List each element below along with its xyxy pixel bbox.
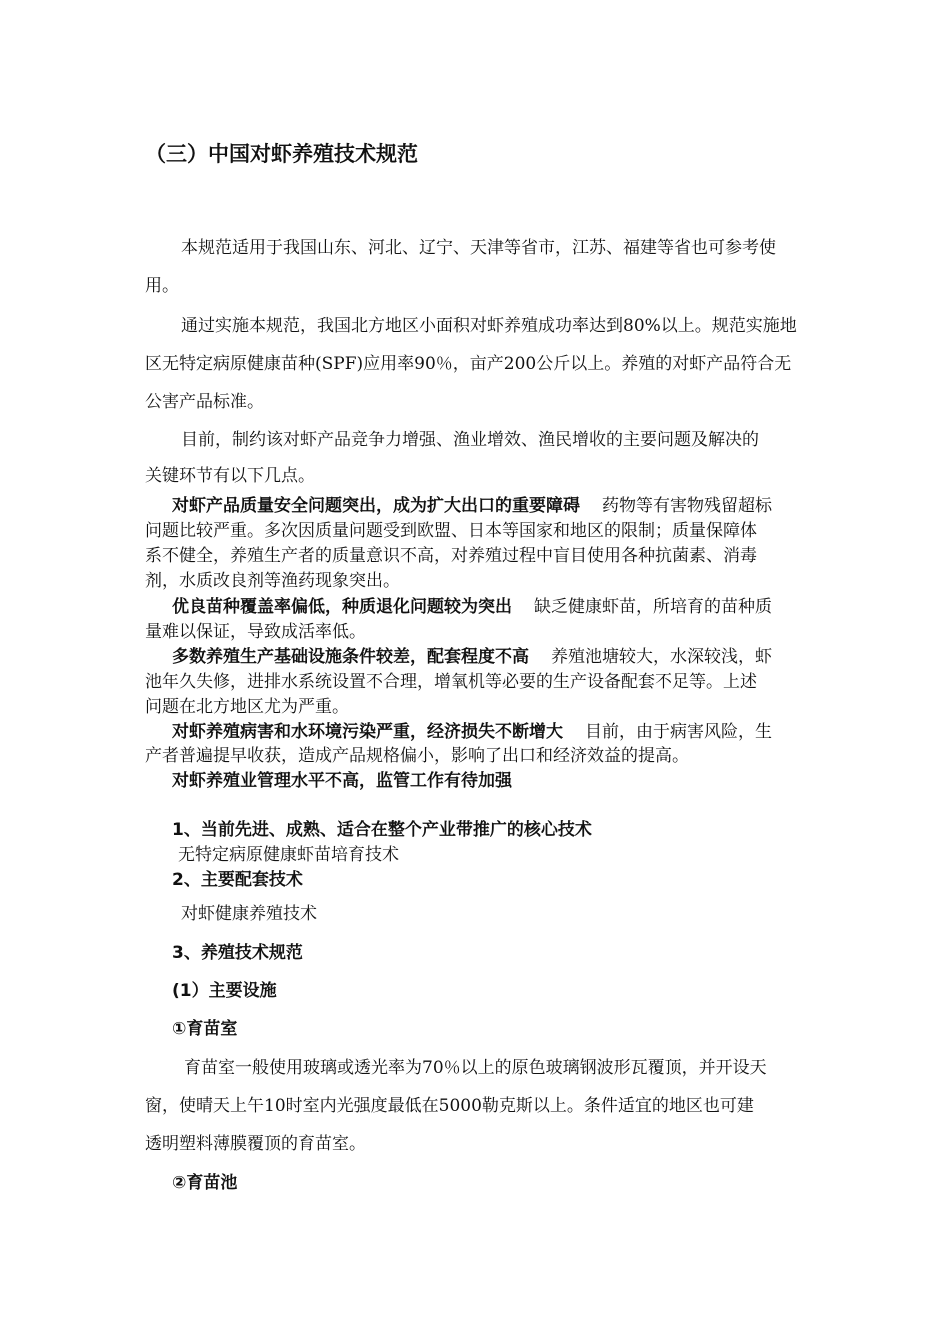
problem-line: 产者普遍提早收获，造成产品规格偏小，影响了出口和经济效益的提高。 [145, 746, 689, 766]
intro-line: 关键环节有以下几点。 [145, 466, 315, 486]
section-heading: 3、养殖技术规范 [172, 943, 303, 963]
problem-heading: 优良苗种覆盖率偏低，种质退化问题较为突出 [172, 597, 512, 617]
item-heading: ①育苗室 [172, 1019, 238, 1039]
problem-heading: 对虾养殖病害和水环境污染严重，经济损失不断增大 [172, 722, 563, 742]
item-text-line: 透明塑料薄膜覆顶的育苗室。 [145, 1134, 366, 1154]
item-heading: ②育苗池 [172, 1173, 238, 1193]
item-text-line: 育苗室一般使用玻璃或透光率为70％以上的原色玻璃钢波形瓦覆顶，并开设天 [184, 1058, 767, 1078]
problem-line: 剂，水质改良剂等渔药现象突出。 [145, 571, 400, 591]
problem-heading: 对虾养殖业管理水平不高，监管工作有待加强 [172, 771, 512, 791]
problem-item [172, 647, 772, 667]
problem-text: 养殖池塘较大，水深较浅，虾 [551, 647, 772, 667]
problem-line: 系不健全，养殖生产者的质量意识不高，对养殖过程中盲目使用各种抗菌素、消毒 [145, 546, 757, 566]
problem-heading: 多数养殖生产基础设施条件较差，配套程度不高 [172, 647, 529, 667]
item-text-line: 窗，使晴天上午10时室内光强度最低在5000勒克斯以上。条件适宜的地区也可建 [145, 1096, 754, 1116]
problem-text: 目前，由于病害风险，生 [585, 722, 772, 742]
problem-text: 缺乏健康虾苗，所培育的苗种质 [534, 597, 772, 617]
intro-line: 本规范适用于我国山东、河北、辽宁、天津等省市，江苏、福建等省也可参考使 [181, 238, 776, 258]
section-text: 对虾健康养殖技术 [181, 904, 317, 924]
section-text: 无特定病原健康虾苗培育技术 [178, 845, 399, 865]
problem-line: 问题在北方地区尤为严重。 [145, 697, 349, 717]
problem-item [172, 597, 772, 617]
intro-line: 公害产品标准。 [145, 392, 264, 412]
intro-line: 区无特定病原健康苗种(SPF)应用率90％，亩产200公斤以上。养殖的对虾产品符合无 [145, 354, 792, 374]
section-heading: 1、当前先进、成熟、适合在整个产业带推广的核心技术 [172, 820, 592, 840]
problem-heading: 对虾产品质量安全问题突出，成为扩大出口的重要障碍 [172, 496, 580, 516]
intro-line: 用。 [145, 276, 179, 296]
problem-line: 问题比较严重。多次因质量问题受到欧盟、日本等国家和地区的限制；质量保障体 [145, 521, 757, 541]
problem-item [172, 771, 512, 791]
subsection-heading: (1）主要设施 [172, 981, 277, 1001]
problem-text: 药物等有害物残留超标 [602, 496, 772, 516]
problem-line: 量难以保证，导致成活率低。 [145, 622, 366, 642]
problem-item [172, 722, 772, 742]
document-title: （三）中国对虾养殖技术规范 [145, 142, 418, 166]
problem-line: 池年久失修，进排水系统设置不合理，增氧机等必要的生产设备配套不足等。上述 [145, 672, 757, 692]
problem-item [172, 496, 772, 516]
intro-line: 通过实施本规范，我国北方地区小面积对虾养殖成功率达到80%以上。规范实施地 [181, 316, 797, 336]
section-heading: 2、主要配套技术 [172, 870, 303, 890]
intro-line: 目前，制约该对虾产品竞争力增强、渔业增效、渔民增收的主要问题及解决的 [181, 430, 759, 450]
